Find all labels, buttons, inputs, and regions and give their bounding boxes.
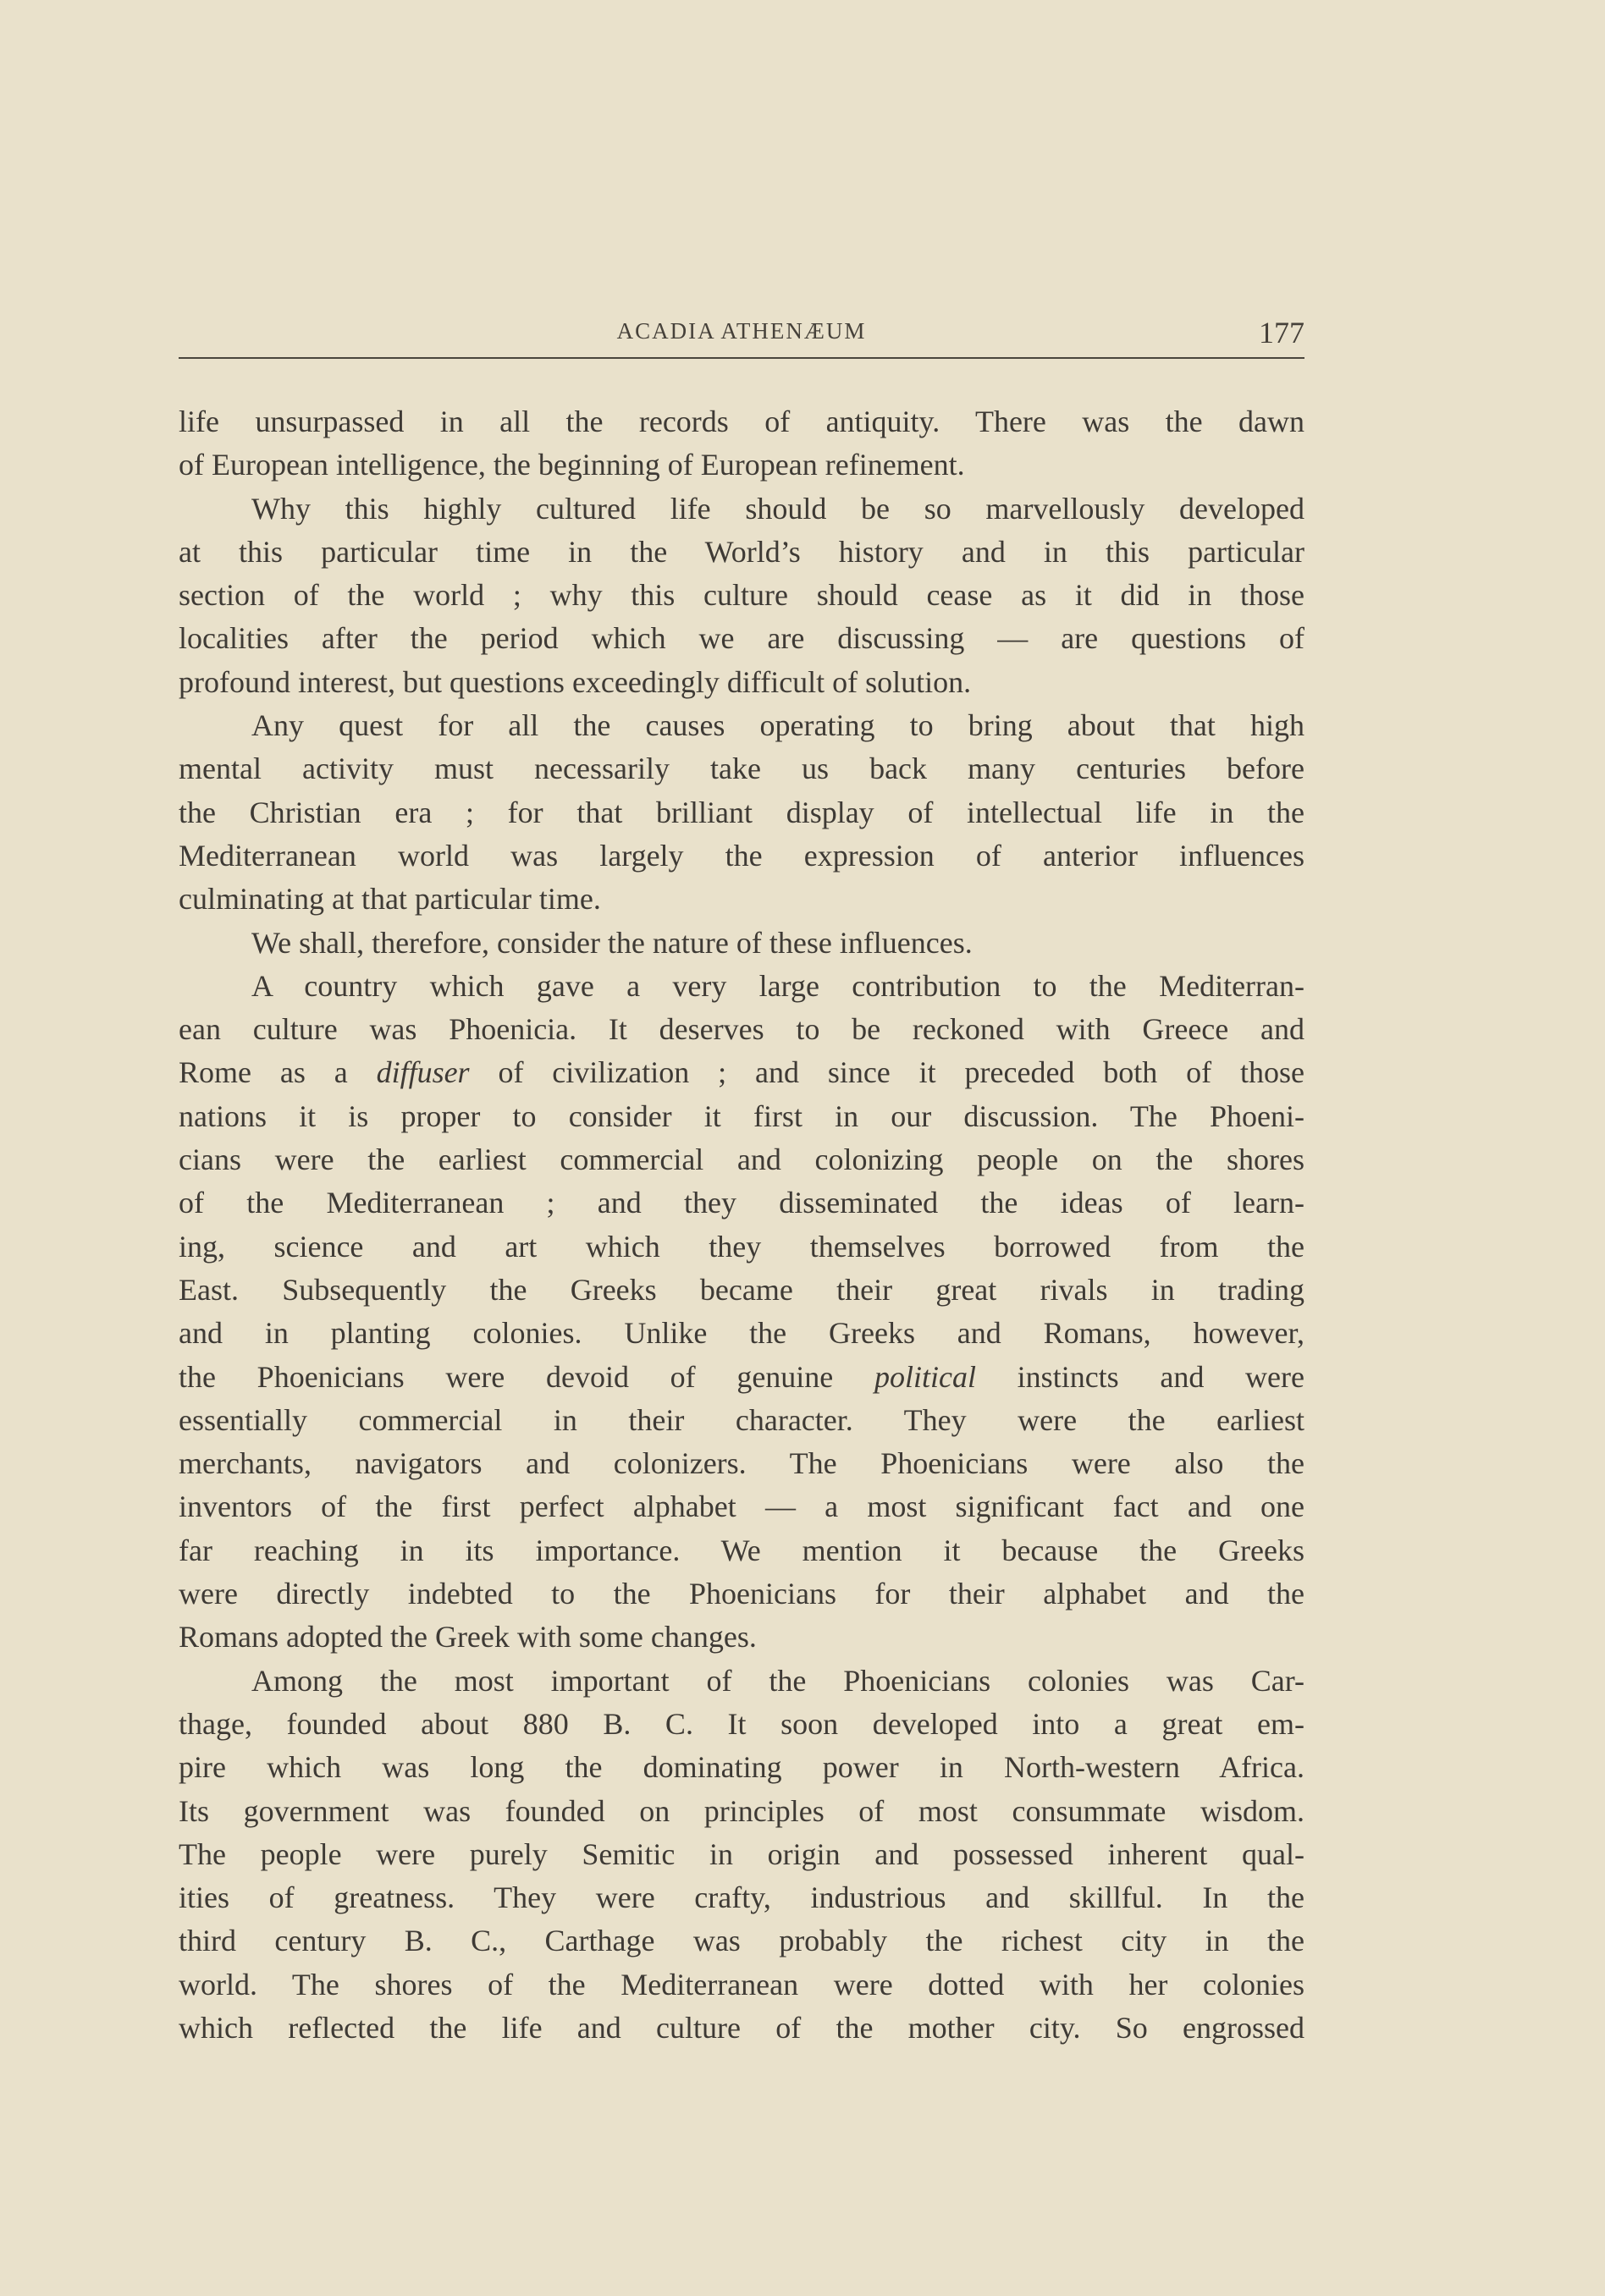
text-line: We shall, therefore, consider the nature of these influences.: [251, 925, 973, 960]
line-segment: of civilization ; and since it preceded both of those: [469, 1055, 1304, 1090]
text-line: Why this highly cultured life should be so marvellously developed: [251, 491, 1304, 526]
text-line: [179, 1051, 1304, 1094]
text-line: The people were purely Semitic in origin and possessed inherent qual-: [179, 1836, 1304, 1871]
italic-word: diffuser: [376, 1055, 470, 1090]
page-number: 177: [1259, 316, 1304, 350]
italic-word: political: [874, 1359, 976, 1394]
text-line: thage, founded about 880 B. C. It soon developed into a great em-: [179, 1706, 1304, 1741]
text-line: third century B. C., Carthage was probably the richest city in the: [179, 1924, 1304, 1958]
text-line: mental activity must necessarily take us back many centuries before: [179, 752, 1304, 786]
body-text: [179, 400, 1304, 2050]
text-line: were directly indebted to the Phoenicians for their alphabet and the: [179, 1577, 1304, 1611]
text-line: Its government was founded on principles of most consummate wisdom.: [179, 1793, 1304, 1828]
text-line: localities after the period which we are discussing — are questions of: [179, 621, 1304, 656]
text-line: the Christian era ; for that brilliant display of intellectual life in the: [179, 795, 1304, 829]
text-line: which reflected the life and culture of the mother city. So engrossed: [179, 2010, 1304, 2045]
text-line: section of the world ; why this culture should cease as it did in those: [179, 578, 1304, 613]
text-line: far reaching in its importance. We mention it because the Greeks: [179, 1533, 1304, 1567]
text-line: cians were the earliest commercial and colonizing people on the shores: [179, 1142, 1304, 1177]
text-line: Romans adopted the Greek with some changes.: [179, 1620, 757, 1655]
text-line: world. The shores of the Mediterranean were dotted with her colonies: [179, 1967, 1304, 2001]
line-segment: the Phoenicians were devoid of genuine: [179, 1359, 874, 1394]
running-title: ACADIA ATHENÆUM: [616, 318, 867, 344]
text-line: pire which was long the dominating power in North-western Africa.: [179, 1750, 1304, 1785]
text-line: life unsurpassed in all the records of antiquity. There was the dawn: [179, 405, 1304, 438]
text-line: A country which gave a very large contribution to the Mediterran-: [251, 968, 1304, 1003]
text-line: inventors of the first perfect alphabet — a most significant fact and one: [179, 1489, 1304, 1524]
text-line: at this particular time in the World’s history and in this particular: [179, 534, 1304, 569]
text-line: merchants, navigators and colonizers. The Phoenicians were also the: [179, 1446, 1304, 1481]
text-line: ing, science and art which they themselves borrowed from the: [179, 1229, 1304, 1264]
header-rule: [179, 357, 1304, 359]
text-line: Any quest for all the causes operating to bring about that high: [251, 708, 1304, 743]
text-line: ean culture was Phoenicia. It deserves to be reckoned with Greece and: [179, 1012, 1304, 1047]
line-segment: Rome as a: [179, 1055, 377, 1090]
text-line: profound interest, but questions exceedingly difficult of solution.: [179, 664, 972, 699]
text-line: [179, 1356, 1304, 1399]
text-line: Among the most important of the Phoenicians colonies was Car-: [251, 1663, 1304, 1698]
text-line: and in planting colonies. Unlike the Greeks and Romans, however,: [179, 1316, 1304, 1351]
line-segment: instincts and were: [975, 1359, 1304, 1394]
text-line: Mediterranean world was largely the expression of anterior influences: [179, 838, 1304, 873]
text-line: ities of greatness. They were crafty, industrious and skillful. In the: [179, 1880, 1304, 1915]
text-line: East. Subsequently the Greeks became their great rivals in trading: [179, 1272, 1304, 1307]
text-line: nations it is proper to consider it first in our discussion. The Phoeni-: [179, 1098, 1304, 1133]
text-line: essentially commercial in their character. They were the earliest: [179, 1402, 1304, 1437]
text-line: culminating at that particular time.: [179, 882, 601, 917]
running-header: [179, 315, 1304, 352]
text-line: of European intelligence, the beginning of European refinement.: [179, 448, 965, 482]
text-line: of the Mediterranean ; and they disseminated the ideas of learn-: [179, 1186, 1304, 1220]
